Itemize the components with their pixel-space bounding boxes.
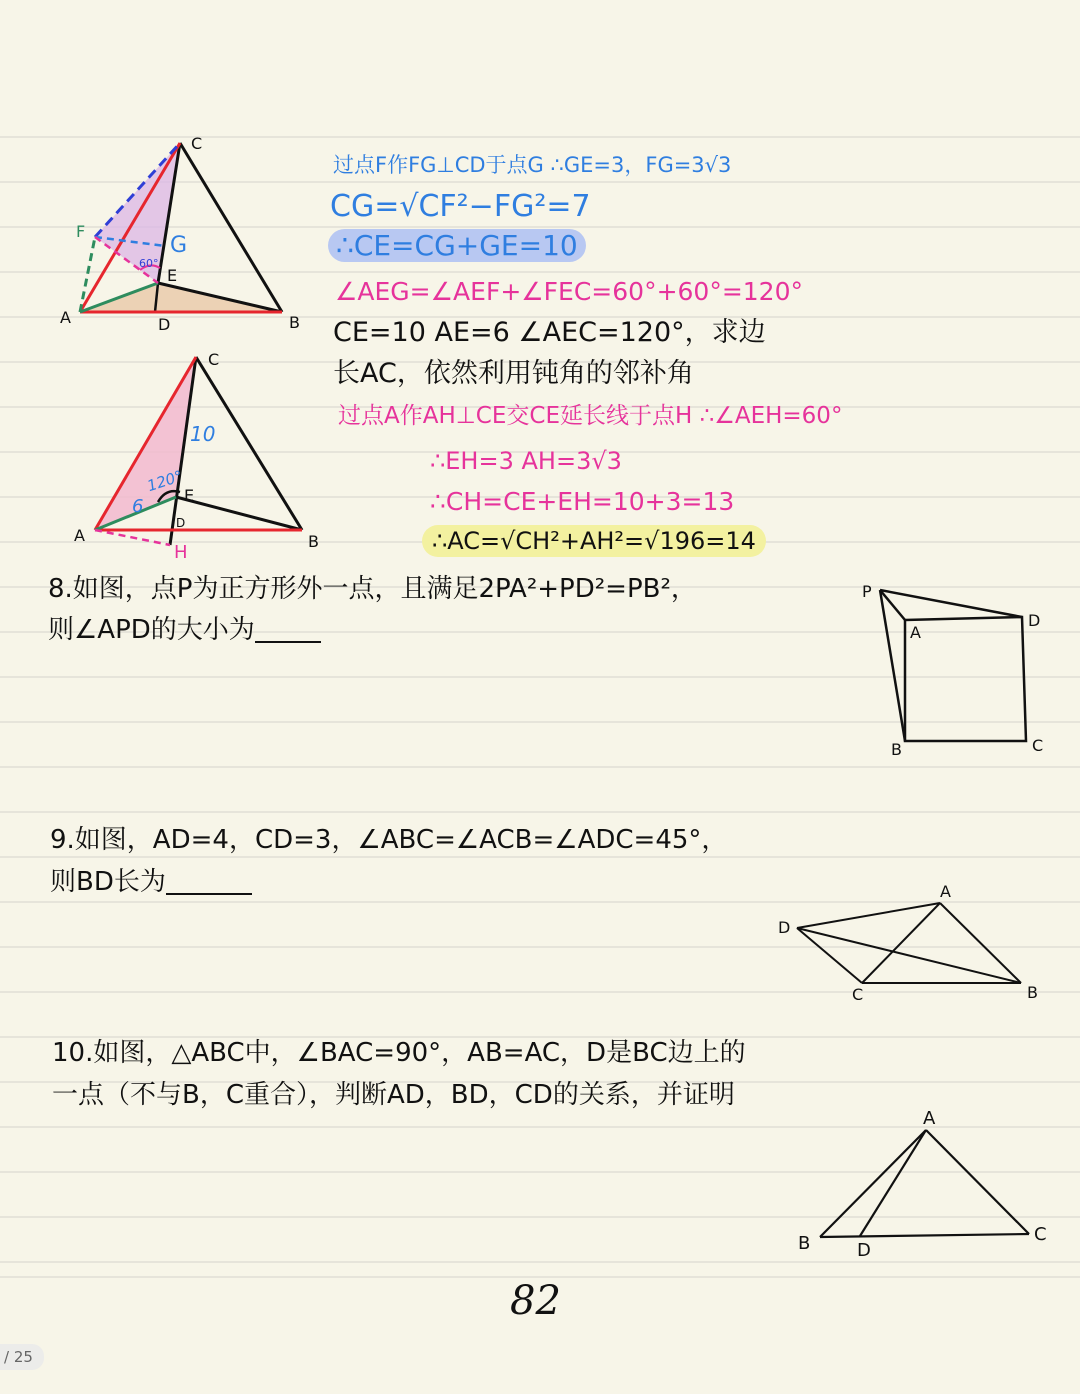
problem-10-line-2: 一点（不与B，C重合），判断AD，BD，CD的关系，并证明 (52, 1080, 735, 1110)
problem-9-line-2: 则BD长为 (50, 869, 252, 895)
p10-label-c: C (1034, 1224, 1047, 1245)
solution-line-6: 长AC，依然利用钝角的邻补角 (333, 358, 694, 389)
problem-10-line-1: 10.如图，△ABC中，∠BAC=90°，AB=AC，D是BC边上的 (52, 1038, 746, 1068)
problem-9-line-1: 9.如图，AD=4，CD=3，∠ABC=∠ACB=∠ADC=45°， (50, 825, 728, 855)
fig2-label-e: E (184, 486, 195, 505)
solution-line-4: ∠AEG=∠AEF+∠FEC=60°+60°=120° (335, 277, 803, 306)
fig2-angle-120: 120° (144, 466, 185, 496)
p8-label-b: B (891, 740, 902, 759)
fig2-length-10: 10 (190, 422, 216, 446)
fig2-label-h: H (174, 542, 188, 563)
solution-line-3: ∴CE=CG+GE=10 (328, 232, 586, 260)
p9-label-b: B (1027, 983, 1038, 1002)
fig1-label-c: C (191, 134, 203, 153)
p8-label-c: C (1032, 736, 1044, 755)
solution-line-8: ∴EH=3 AH=3√3 (430, 447, 622, 475)
p9-label-d: D (778, 918, 791, 937)
fig2-label-b: B (308, 532, 319, 551)
problem-8-line-1: 8.如图，点P为正方形外一点，且满足2PA²+PD²=PB²， (48, 574, 697, 604)
viewer-page-indicator[interactable]: / 25 (0, 1344, 44, 1370)
fig1-label-f: F (76, 222, 86, 241)
solution-line-2: CG=√CF²−FG²=7 (330, 189, 591, 224)
solution-line-7: 过点A作AH⊥CE交CE延长线于点H ∴∠AEH=60° (338, 403, 843, 429)
fig1-label-e: E (167, 266, 178, 285)
fig1-label-a: A (60, 308, 71, 327)
p10-label-b: B (798, 1233, 811, 1254)
fig1-angle-60: 60° (139, 257, 159, 270)
p8-label-a: A (910, 623, 921, 642)
problem-8-line-2: 则∠APD的大小为 (48, 617, 321, 643)
fig1-label-b: B (289, 313, 300, 332)
fig1-label-d: D (158, 315, 171, 334)
page-number: 82 (510, 1278, 561, 1324)
p10-label-a: A (923, 1108, 936, 1129)
fig2-length-6: 6 (132, 496, 144, 517)
solution-line-9: ∴CH=CE+EH=10+3=13 (430, 487, 735, 516)
fig2-label-a: A (74, 526, 85, 545)
fig2-label-d: D (176, 516, 186, 530)
fig2-label-c: C (208, 350, 220, 369)
p10-label-d: D (857, 1240, 871, 1261)
p9-label-c: C (852, 985, 864, 1004)
solution-line-5: CE=10 AE=6 ∠AEC=120°，求边 (333, 317, 766, 348)
p9-label-a: A (940, 882, 951, 901)
solution-line-1: 过点F作FG⊥CD于点G ∴GE=3，FG=3√3 (333, 153, 732, 177)
fig1-label-g: G (170, 233, 188, 258)
solution-line-10: ∴AC=√CH²+AH²=√196=14 (422, 529, 766, 553)
p8-label-p: P (862, 582, 872, 601)
p8-label-d: D (1028, 611, 1041, 630)
